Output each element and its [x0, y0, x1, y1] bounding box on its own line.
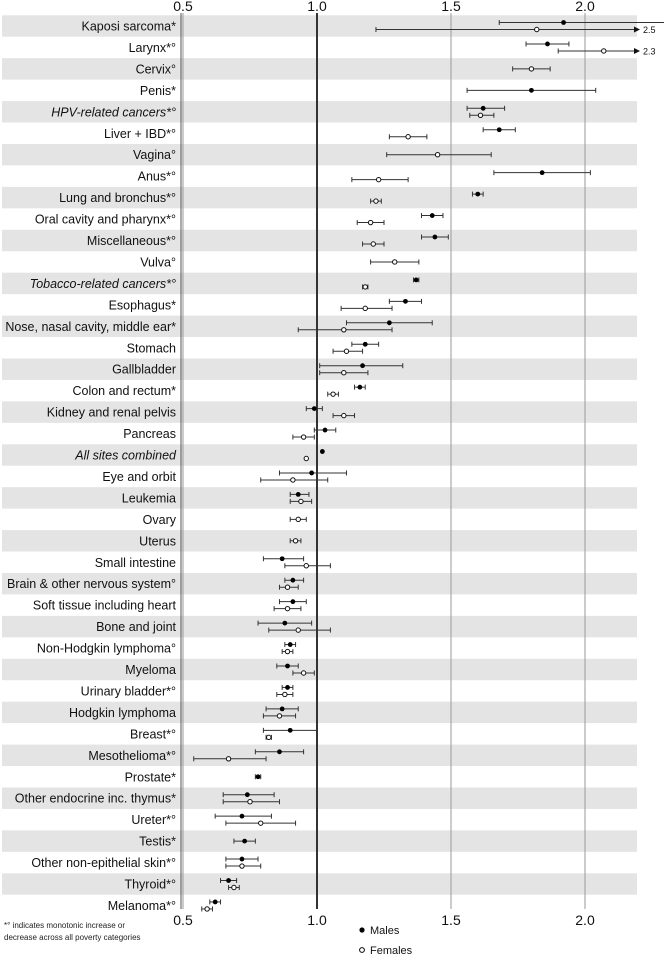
female-point — [293, 539, 297, 543]
female-point — [602, 49, 606, 53]
female-point — [363, 306, 367, 310]
row-label: Mesothelioma*° — [88, 748, 176, 763]
female-point — [376, 177, 380, 181]
male-point — [357, 385, 362, 390]
row-band — [2, 530, 637, 551]
male-point — [529, 88, 534, 93]
row-label: Liver + IBD*° — [103, 126, 176, 141]
male-point — [403, 299, 408, 304]
male-point — [481, 106, 486, 111]
x-tick-label-bottom: 0.5 — [173, 912, 193, 928]
row-label: Other endocrine inc. thymus* — [14, 791, 176, 806]
female-point — [267, 735, 271, 739]
row-label: Kaposi sarcoma* — [81, 19, 176, 34]
female-point — [393, 260, 397, 264]
female-point — [331, 392, 335, 396]
male-point — [277, 749, 282, 754]
male-point — [360, 363, 365, 368]
female-point — [535, 27, 539, 31]
legend-males-label: Males — [370, 925, 400, 937]
male-point — [256, 774, 261, 779]
female-point — [240, 864, 244, 868]
overflow-value-label: 2.3 — [643, 46, 656, 57]
male-point — [285, 685, 290, 690]
row-band — [2, 873, 637, 894]
female-point — [301, 671, 305, 675]
female-point — [371, 242, 375, 246]
row-label: Gallbladder — [112, 362, 176, 377]
legend-females-marker — [360, 948, 365, 953]
male-point — [433, 235, 438, 240]
female-point — [435, 153, 439, 157]
male-point — [213, 900, 218, 905]
female-point — [342, 371, 346, 375]
male-point — [240, 857, 245, 862]
male-point — [323, 428, 328, 433]
row-label: Penis* — [139, 83, 176, 98]
legend-males-marker — [359, 927, 364, 932]
male-point — [363, 342, 368, 347]
row-label: Larynx*° — [128, 40, 176, 55]
x-tick-label-bottom: 2.0 — [575, 912, 595, 928]
row-label: Vulva° — [140, 255, 176, 270]
row-band — [2, 830, 637, 851]
row-label: Esophagus* — [108, 298, 176, 313]
male-point — [561, 20, 566, 25]
female-point — [301, 435, 305, 439]
female-point — [296, 628, 300, 632]
male-point — [285, 664, 290, 669]
row-label: Vagina° — [133, 148, 176, 163]
row-label: Uterus — [139, 534, 176, 549]
male-point — [288, 728, 293, 733]
row-label: Small intestine — [94, 555, 176, 570]
male-point — [290, 599, 295, 604]
x-tick-label-top: 0.5 — [173, 0, 193, 14]
x-tick-label-bottom: 1.0 — [307, 912, 327, 928]
female-point — [304, 564, 308, 568]
male-point — [226, 878, 231, 883]
row-band — [2, 144, 637, 165]
row-label: Melanoma*° — [107, 898, 176, 913]
row-label: Hodgkin lymphoma — [69, 705, 176, 720]
female-point — [259, 821, 263, 825]
female-point — [363, 285, 367, 289]
row-label: Thyroid*° — [124, 877, 176, 892]
female-point — [406, 135, 410, 139]
row-label: Tobacco-related cancers*° — [29, 276, 176, 291]
x-tick-label-top: 1.5 — [441, 0, 461, 14]
row-label: Colon and rectum* — [72, 384, 176, 399]
row-label: HPV-related cancers*° — [51, 105, 176, 120]
male-point — [387, 320, 392, 325]
female-point — [342, 413, 346, 417]
row-label: Cervix° — [135, 62, 176, 77]
female-point — [285, 649, 289, 653]
female-point — [291, 478, 295, 482]
female-point — [277, 714, 281, 718]
row-band — [2, 659, 637, 680]
row-label: Miscellaneous*° — [86, 234, 176, 248]
female-point — [304, 456, 308, 460]
row-label: All sites combined — [75, 448, 176, 463]
female-point — [205, 907, 209, 911]
male-point — [320, 449, 325, 454]
row-label: Leukemia — [121, 491, 176, 506]
male-point — [296, 492, 301, 497]
x-tick-label-top: 2.0 — [575, 0, 595, 14]
male-point — [475, 192, 480, 197]
row-label: Ureter*° — [131, 813, 176, 828]
row-label: Eye and orbit — [102, 469, 176, 484]
row-label: Urinary bladder*° — [80, 684, 176, 699]
x-tick-label-bottom: 1.5 — [441, 912, 461, 928]
male-point — [282, 621, 287, 626]
row-label: Other non-epithelial skin*° — [31, 856, 176, 871]
row-label: Lung and bronchus*° — [59, 191, 176, 206]
male-point — [309, 471, 314, 476]
row-label: Brain & other nervous system° — [7, 577, 176, 592]
male-point — [280, 556, 285, 561]
footnote-line-1: *° indicates monotonic increase or — [4, 921, 126, 930]
row-label: Prostate* — [124, 770, 176, 785]
male-point — [245, 792, 250, 797]
overflow-value-label: 2.5 — [643, 25, 656, 35]
female-point — [478, 113, 482, 117]
row-label: Soft tissue including heart — [32, 598, 176, 613]
row-label: Non-Hodgkin lymphoma° — [36, 641, 176, 656]
overflow-arrow — [634, 48, 640, 54]
x-tick-label-top: 1.0 — [307, 0, 327, 14]
female-point — [342, 328, 346, 332]
female-point — [374, 199, 378, 203]
male-point — [242, 839, 247, 844]
male-point — [312, 406, 317, 411]
row-label: Anus*° — [137, 169, 176, 184]
male-point — [240, 814, 245, 819]
male-point — [280, 707, 285, 712]
female-point — [344, 349, 348, 353]
male-point — [288, 642, 293, 647]
row-label: Bone and joint — [96, 620, 176, 635]
row-label: Oral cavity and pharynx*° — [34, 212, 176, 227]
row-label: Kidney and renal pelvis — [46, 405, 176, 420]
female-point — [283, 692, 287, 696]
male-point — [430, 213, 435, 218]
row-label: Nose, nasal cavity, middle ear* — [5, 319, 176, 334]
male-point — [497, 127, 502, 132]
female-point — [368, 220, 372, 224]
legend-females-label: Females — [370, 945, 413, 957]
male-point — [290, 578, 295, 583]
female-point — [296, 517, 300, 521]
row-label: Myeloma — [125, 663, 176, 677]
row-label: Ovary — [142, 512, 176, 527]
female-point — [226, 757, 230, 761]
row-label: Breast*° — [130, 727, 176, 742]
female-point — [299, 499, 303, 503]
chart-footer — [4, 921, 413, 957]
male-point — [540, 170, 545, 175]
row-label: Pancreas — [123, 427, 176, 442]
female-point — [248, 800, 252, 804]
female-point — [285, 606, 289, 610]
row-label: Testis* — [139, 834, 176, 849]
row-band — [2, 487, 637, 508]
footnote-line-2: decrease across all poverty categories — [4, 933, 141, 942]
row-band — [2, 358, 637, 379]
male-point — [545, 42, 550, 47]
female-point — [529, 67, 533, 71]
row-label: Stomach — [126, 341, 176, 356]
female-point — [232, 885, 236, 889]
male-point — [414, 278, 419, 283]
female-point — [285, 585, 289, 589]
